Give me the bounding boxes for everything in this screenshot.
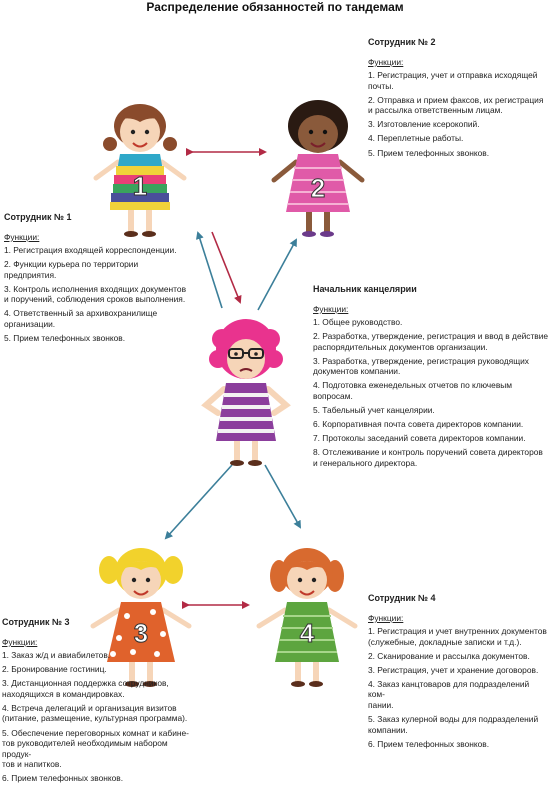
employee-2-block (368, 36, 548, 162)
page-title: Распределение обязанностей по тандемам (146, 0, 404, 14)
employee2-function-item (368, 70, 548, 91)
employee1-function-line: 1. Регистрация входящей корреспонденции. (4, 245, 177, 255)
employee-4-block (368, 592, 548, 753)
employee4-function-line: (служебные, докладные записки и т.д.). (368, 636, 522, 647)
employee1-function-line: и поручений, соблюдения сроков выполнения. (4, 294, 186, 305)
employee4-function-line: 5. Заказ кулерной воды для подразделений (368, 714, 539, 725)
employee2-function-line: 1. Регистрация, учет и отправка исходящей (368, 70, 538, 80)
employee2-heading: Сотрудник № 2 (368, 37, 436, 47)
employee1-function-line: 2. Функции курьера по территории (4, 259, 139, 270)
employee4-function-line: 3. Регистрация, учет и хранение договоров. (368, 664, 539, 675)
character-2 (274, 100, 362, 237)
employee2-function-line: 3. Изготовление ксерокопий. (368, 119, 480, 130)
employee4-function-line: 1. Регистрация и учет внутренних документов (368, 626, 547, 636)
employee4-function-line: компании. (368, 724, 408, 735)
employee2-function-line: почты. (368, 80, 394, 91)
chief-function-line: 5. Табельный учет канцелярии. (313, 405, 435, 416)
employee3-function-item (2, 664, 192, 675)
employee4-function-item (368, 739, 548, 750)
employee3-function-line: находящихся в командировках. (2, 688, 125, 699)
employee1-function-item (4, 284, 204, 305)
employee4-function-item (368, 651, 548, 662)
arrow-chief-to-4 (265, 465, 300, 527)
employee1-function-line: предприятия. (4, 269, 57, 280)
employee3-function-line: 3. Дистанционная поддержка сотрудников, (2, 678, 169, 689)
employee4-function-line: 2. Сканирование и рассылка документов. (368, 650, 530, 661)
chief-function-line: 3. Разработка, утверждение, регистрация руководящих (313, 355, 529, 366)
chief-function-item (313, 405, 549, 416)
character-3-number: 3 (133, 618, 149, 648)
employee2-function-item (368, 119, 548, 130)
employee1-function-item (4, 308, 204, 329)
employee1-function-item (4, 245, 204, 256)
chief-function-item (313, 317, 549, 328)
employee2-function-line: 4. Переплетные работы. (368, 133, 464, 144)
employee2-function-item (368, 95, 548, 116)
employee2-function-item (368, 133, 548, 144)
employee3-function-line: тов и напитков. (2, 759, 62, 770)
employee1-heading: Сотрудник № 1 (4, 212, 72, 222)
employee2-functions-label: Функции: (368, 57, 404, 67)
employee1-functions-label: Функции: (4, 232, 40, 242)
employee3-function-line: 5. Обеспечение переговорных комнат и кабине- (2, 727, 189, 738)
employee3-function-line: тов руководителей необходимым набором продук- (2, 738, 168, 759)
employee-3-block (2, 616, 192, 788)
chief-function-item (313, 419, 549, 430)
arrow-chief-to-2 (258, 240, 296, 310)
employee4-function-line: 4. Заказ канцтоваров для подразделений ком- (368, 678, 530, 700)
chief-block (313, 283, 549, 472)
employee3-function-line: 2. Бронирование гостиниц. (2, 664, 107, 675)
chief-function-line: распорядительных документов организации. (313, 341, 488, 352)
employee1-function-line: 5. Прием телефонных звонков. (4, 333, 126, 344)
employee2-function-line: и рассылка ответственным лицам. (368, 105, 503, 116)
chief-function-item (313, 447, 549, 468)
employee1-function-line: организации. (4, 319, 56, 330)
chief-function-line: 7. Протоколы заседаний совета директоров компании. (313, 433, 526, 444)
employee3-function-item (2, 703, 192, 724)
chief-function-line: 2. Разработка, утверждение, регистрация и ввод в действие (313, 331, 549, 342)
chief-function-line: 1. Общее руководство. (313, 317, 403, 327)
employee4-function-item (368, 714, 548, 735)
chief-function-item (313, 331, 549, 352)
employee4-heading: Сотрудник № 4 (368, 593, 436, 603)
arrow-chief-to-3 (166, 465, 232, 538)
employee4-function-item (368, 679, 548, 711)
employee3-function-item (2, 650, 192, 661)
chief-function-line: документов компании. (313, 366, 401, 377)
employee1-function-item (4, 259, 204, 280)
chief-functions-label: Функции: (313, 304, 349, 314)
employee4-function-line: пании. (368, 700, 394, 711)
employee3-function-line: (питание, размещение, культурная программа). (2, 713, 188, 724)
chief-function-line: и генерального директора. (313, 458, 418, 469)
employee3-function-item (2, 678, 192, 699)
employee1-function-line: 4. Ответственный за архивохранилище (4, 308, 158, 319)
employee1-function-item (4, 333, 204, 344)
chief-function-line: 6. Корпоративная почта совета директоров компании. (313, 419, 524, 430)
employee3-function-item (2, 773, 192, 784)
employee1-function-line: 3. Контроль исполнения входящих документов (4, 283, 187, 294)
employee3-function-line: 6. Прием телефонных звонков. (2, 773, 124, 784)
chief-function-item (313, 356, 549, 377)
employee-1-block (4, 211, 204, 347)
employee3-function-line: 4. Встреча делегаций и организация визитов (2, 702, 177, 713)
chief-function-item (313, 380, 549, 401)
chief-function-line: 8. Отслеживание и контроль поручений совета директоров (313, 447, 543, 458)
employee4-function-item (368, 626, 548, 647)
employee3-function-item (2, 728, 192, 770)
employee2-function-item (368, 148, 548, 159)
employee4-functions-label: Функции: (368, 613, 404, 623)
character-2-number: 2 (310, 173, 326, 203)
employee3-heading: Сотрудник № 3 (2, 617, 70, 627)
employee3-function-line: 1. Заказ ж/д и авиабилетов. (2, 650, 111, 660)
character-chief (206, 319, 286, 466)
employee4-function-line: 6. Прием телефонных звонков. (368, 738, 490, 749)
employee4-function-item (368, 665, 548, 676)
chief-function-item (313, 433, 549, 444)
employee2-function-line: 5. Прием телефонных звонков. (368, 147, 490, 158)
character-4-number: 4 (299, 618, 315, 648)
employee2-function-line: 2. Отправка и прием факсов, их регистрация (368, 94, 544, 105)
chief-function-line: 4. Подготовка еженедельных отчетов по ключевым вопросам. (313, 380, 513, 402)
character-1-number: 1 (132, 171, 148, 201)
chief-heading: Начальник канцелярии (313, 284, 417, 294)
employee3-functions-label: Функции: (2, 637, 38, 647)
